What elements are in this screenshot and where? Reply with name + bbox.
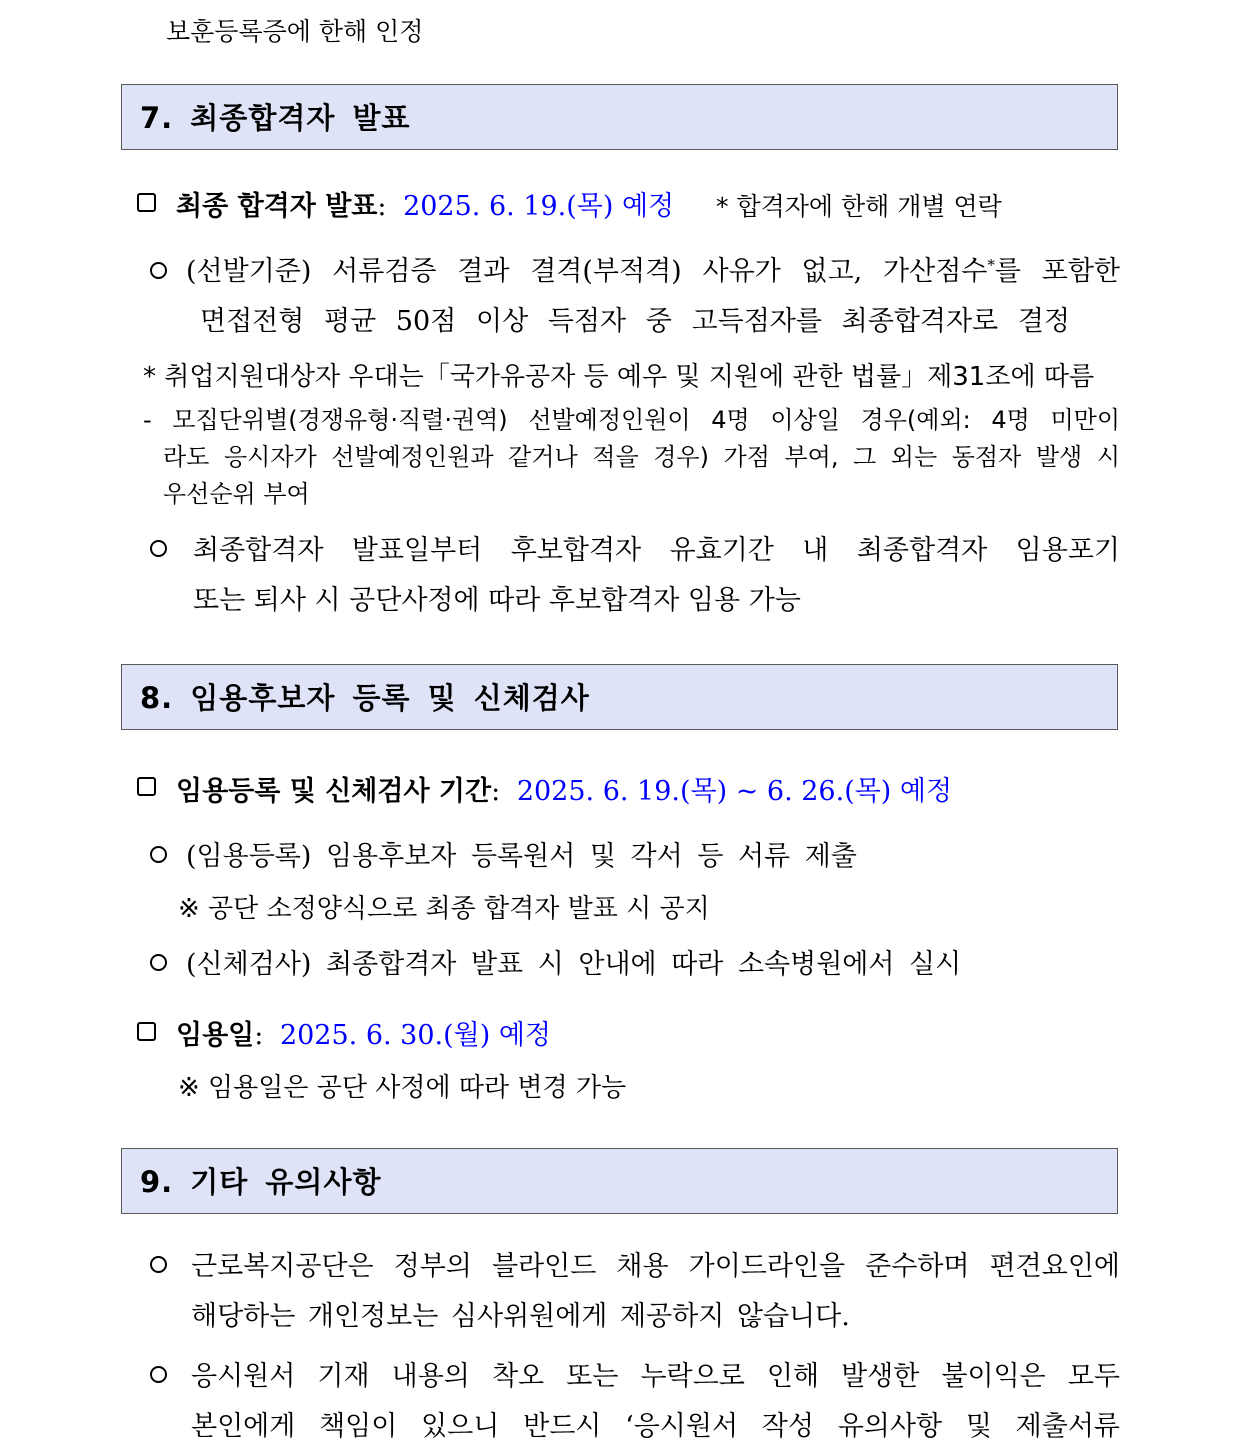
blind-hiring-line-2: 해당하는 개인정보는 심사위원에게 제공하지 않습니다. <box>191 1301 850 1332</box>
bullet-circle-icon <box>150 540 167 557</box>
dash-line-1: - 모집단위별(경쟁유형·직렬·권역) 선발예정인원이 4명 이상일 경우(예외: 4명 미만이 <box>143 406 1120 434</box>
item-label: 최종 합격자 발표 <box>176 191 378 222</box>
registration-period-line <box>176 769 952 808</box>
item-label: 임용등록 및 신체검사 기간 <box>176 776 492 807</box>
section-header-7 <box>121 84 1118 150</box>
registration-date: 2025. 6. 19.(목) ~ 6. 26.(목) 예정 <box>516 776 953 807</box>
section-title: 8. 임용후보자 등록 및 신체검사 <box>140 681 590 715</box>
dash-line-3: 우선순위 부여 <box>163 480 310 508</box>
appointment-date: 2025. 6. 30.(월) 예정 <box>279 1020 552 1051</box>
bullet-circle-icon <box>150 954 167 971</box>
dash-line-2: 라도 응시자가 선발예정인원과 같거나 적을 경우) 가점 부여, 그 외는 동점자 발생 시 <box>163 443 1120 471</box>
blind-hiring-line-1: 근로복지공단은 정부의 블라인드 채용 가이드라인을 준수하며 편견요인에 <box>191 1251 1120 1282</box>
criteria-text: (선발기준) 서류검증 결과 결격(부적격) 사유가 없고, 가산점수 <box>186 256 988 287</box>
criteria-text-end: 를 포함한 <box>994 256 1120 287</box>
announcement-note: * 합격자에 한해 개별 연락 <box>716 192 1002 221</box>
item-label: 임용일 <box>176 1020 255 1051</box>
section-header-9 <box>121 1148 1118 1214</box>
reserve-line-2: 또는 퇴사 시 공단사정에 따라 후보합격자 임용 가능 <box>193 585 801 616</box>
responsibility-line-1: 응시원서 기재 내용의 착오 또는 누락으로 인해 발생한 불이익은 모두 <box>191 1361 1120 1392</box>
footnote-text: * 취업지원대상자 우대는「국가유공자 등 예우 및 지원에 관한 법률」제31조에 따름 <box>143 362 1095 392</box>
section-title: 7. 최종합격자 발표 <box>140 101 411 135</box>
registration-note: ※ 공단 소정양식으로 최종 합격자 발표 시 공지 <box>178 894 710 924</box>
bullet-circle-icon <box>150 1366 167 1383</box>
appointment-line <box>176 1013 551 1052</box>
section-title: 9. 기타 유의사항 <box>140 1165 382 1199</box>
checkbox-square-icon <box>137 193 156 212</box>
checkbox-square-icon <box>137 777 156 796</box>
checkbox-square-icon <box>137 1022 156 1041</box>
physical-exam-line: (신체검사) 최종합격자 발표 시 안내에 따라 소속병원에서 실시 <box>186 949 962 980</box>
footnote-mark: * <box>987 256 995 274</box>
announcement-line <box>176 184 674 223</box>
reserve-line-1: 최종합격자 발표일부터 후보합격자 유효기간 내 최종합격자 임용포기 <box>193 535 1120 566</box>
appointment-note: ※ 임용일은 공단 사정에 따라 변경 가능 <box>178 1073 627 1103</box>
bullet-circle-icon <box>150 1256 167 1273</box>
continuation-text: 보훈등록증에 한해 인정 <box>166 17 424 46</box>
criteria-line-2: 면접전형 평균 50점 이상 득점자 중 고득점자를 최종합격자로 결정 <box>200 306 1070 337</box>
bullet-circle-icon <box>150 262 167 279</box>
registration-line: (임용등록) 임용후보자 등록원서 및 각서 등 서류 제출 <box>186 841 857 872</box>
colon: : <box>377 191 387 222</box>
criteria-line-1 <box>186 249 1120 288</box>
colon: : <box>254 1020 264 1051</box>
colon: : <box>491 776 501 807</box>
bullet-circle-icon <box>150 846 167 863</box>
section-header-8 <box>121 664 1118 730</box>
announcement-date: 2025. 6. 19.(목) 예정 <box>403 191 675 222</box>
responsibility-line-2: 본인에게 책임이 있으니 반드시 ‘응시원서 작성 유의사항 및 제출서류 <box>191 1411 1120 1442</box>
